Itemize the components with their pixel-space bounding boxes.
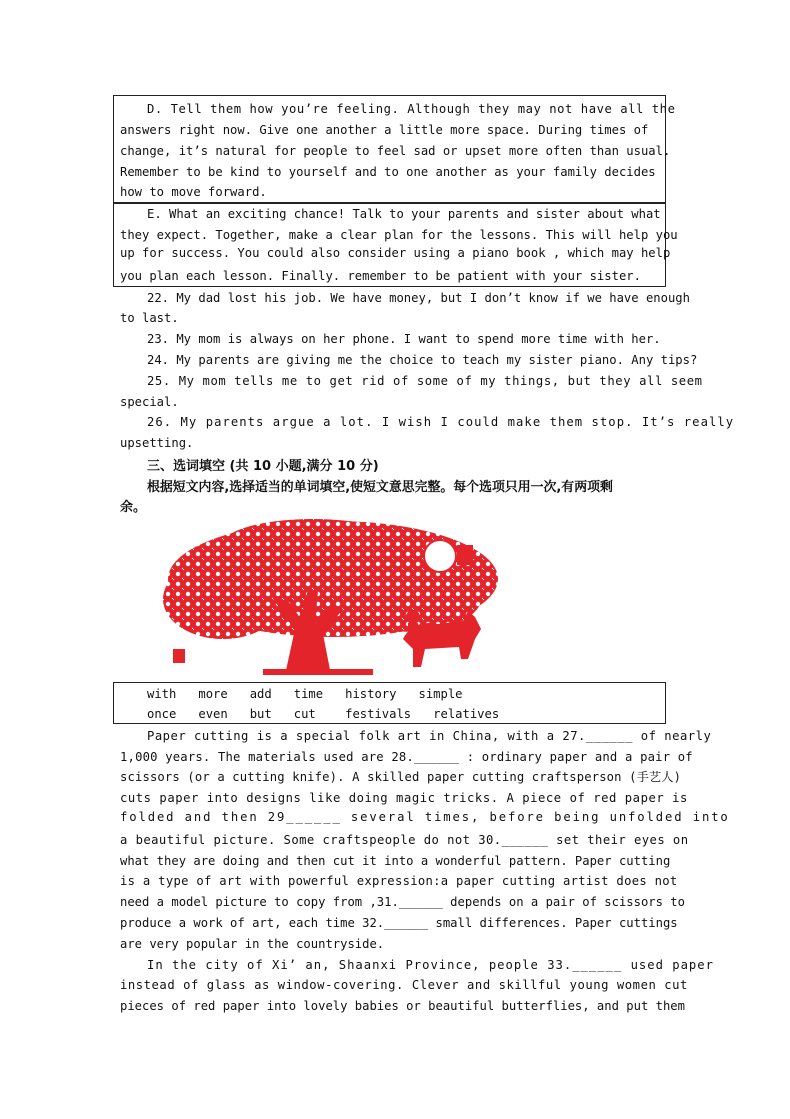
section-title: 三、选词填空 (共 10 小题,满分 10 分) [147,459,379,474]
word-bank-row: once even but cut festivals relatives [147,707,500,721]
passage-line: In the city of Xi’ an, Shaanxi Province, people 33.______ used paper [147,958,714,972]
question-23: 23. My mom is always on her phone. I want to spend more time with her. [147,332,661,346]
question-26-cont: upsetting. [120,436,194,450]
passage-line: scissors (or a cutting knife). A skilled paper cutting craftsperson (手艺人) [120,770,682,784]
option-e-line: up for success. You could also consider using a piano book , which may help [120,246,671,260]
passage-line: are very popular in the countryside. [120,937,385,951]
option-e-line: E. What an exciting chance! Talk to your parents and sister about what [147,207,661,221]
option-d-line: D. Tell them how you’re feeling. Although they may not have all the [147,102,676,116]
paper-cutting-image [163,519,513,675]
question-22: 22. My dad lost his job. We have money, but I don’t know if we have enough [147,291,690,305]
passage-line: need a model picture to copy from ,31.______ depends on a pair of scissors to [120,895,685,909]
option-e-line: they expect. Together, make a clear plan for the lessons. This will help you [120,228,678,242]
option-d-line: how to move forward. [120,185,267,199]
passage-line: folded and then 29______ several times, before being unfolded into [120,810,730,824]
passage-line: cuts paper into designs like doing magic tricks. A piece of red paper is [120,791,688,805]
option-e-line: you plan each lesson. Finally. remember to be patient with your sister. [120,269,641,283]
word-bank-row: with more add time history simple [147,687,463,701]
passage-line: Paper cutting is a special folk art in China, with a 27.______ of nearly [147,729,712,743]
passage-line: instead of glass as window-covering. Clever and skillful young women cut [120,978,688,992]
passage-line: what they are doing and then cut it into a wonderful pattern. Paper cutting [120,854,671,868]
question-24: 24. My parents are giving me the choice to teach my sister piano. Any tips? [147,353,698,367]
section-instruction: 根据短文内容,选择适当的单词填空,使短文意思完整。每个选项只用一次,有两项剩 [147,480,613,495]
question-26: 26. My parents argue a lot. I wish I could make them stop. It’s really [147,415,735,429]
option-d-line: change, it’s natural for people to feel sad or upset more often than usual. [120,144,671,158]
question-25-cont: special. [120,395,179,409]
passage-line: a beautiful picture. Some craftspeople do not 30.______ set their eyes on [120,833,689,847]
question-25: 25. My mom tells me to get rid of some of my things, but they all seem [147,374,703,388]
passage-line: is a type of art with powerful expression:a paper cutting artist does not [120,874,678,888]
question-22-cont: to last. [120,311,179,325]
passage-line: pieces of red paper into lovely babies or beautiful butterflies, and put them [120,999,685,1013]
section-instruction-cont: 余。 [120,500,147,515]
option-d-line: Remember to be kind to yourself and to one another as your family decides [120,165,656,179]
passage-line: 1,000 years. The materials used are 28.______ : ordinary paper and a pair of [120,750,693,764]
option-d-line: answers right now. Give one another a little more space. During times of [120,123,649,137]
passage-line: produce a work of art, each time 32.______ small differences. Paper cuttings [120,916,678,930]
